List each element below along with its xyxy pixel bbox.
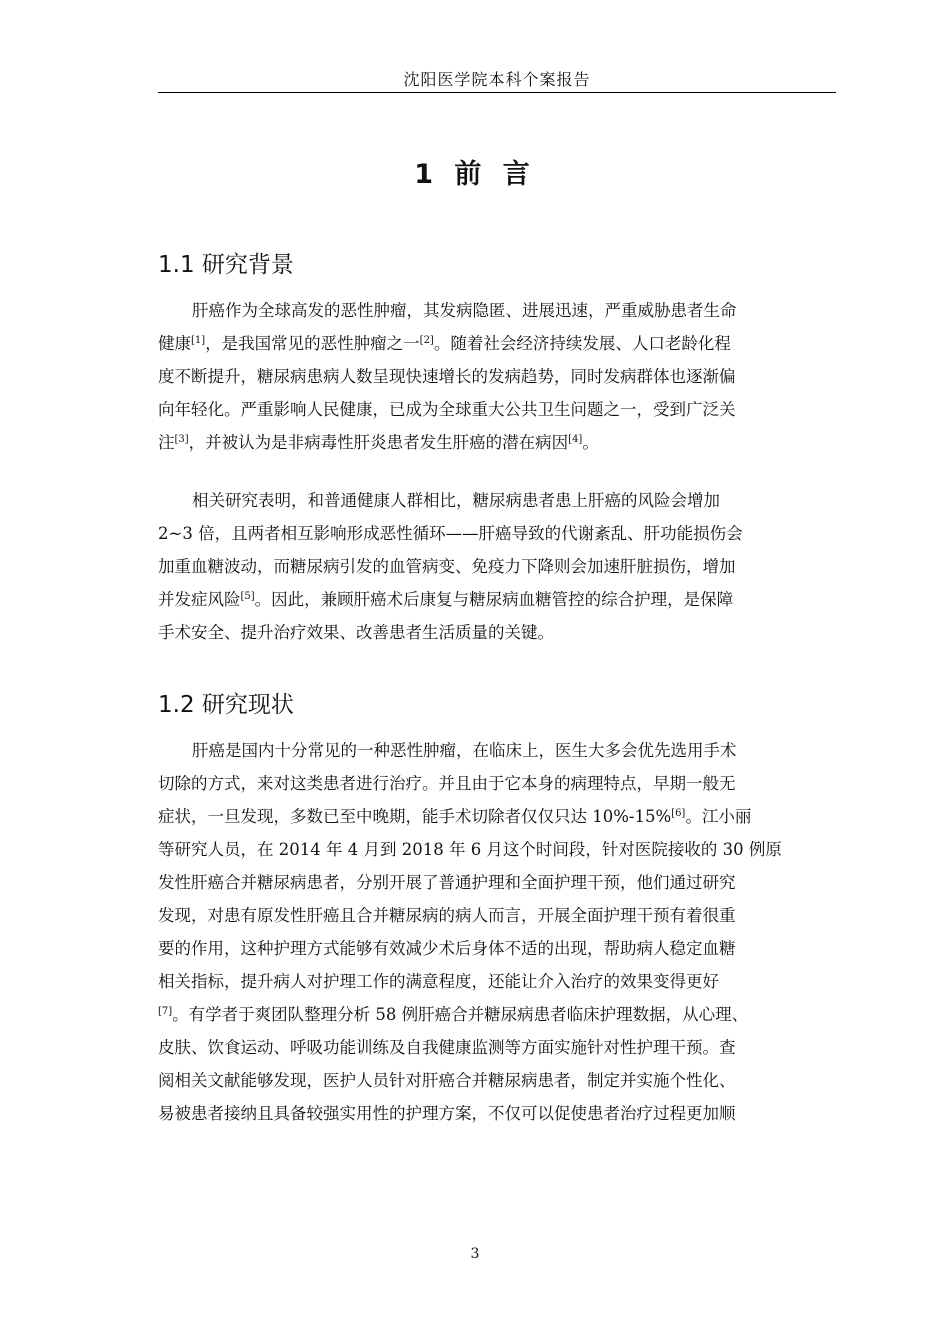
text-line: 发现，对患有原发性肝癌且合并糖尿病的病人而言，开展全面护理干预有着很重 — [158, 906, 736, 925]
text-line: 要的作用，这种护理方式能够有效减少术后身体不适的出现，帮助病人稳定血糖 — [158, 939, 736, 958]
text-line: 向年轻化。严重影响人民健康，已成为全球重大公共卫生问题之一，受到广泛关 — [158, 400, 736, 419]
citation: [5] — [240, 591, 255, 602]
text-line: 健康[1]，是我国常见的恶性肿瘤之一[2]。随着社会经济持续发展、人口老龄化程 — [158, 334, 731, 353]
text-line: 相关指标，提升病人对护理工作的满意程度，还能让介入治疗的效果变得更好 — [158, 972, 719, 991]
chapter-title: 1 前 言 — [414, 159, 536, 190]
page-header: 沈阳医学院本科个案报告 — [403, 70, 591, 89]
header-rule — [158, 92, 836, 93]
status-paragraph-1 — [158, 734, 838, 1130]
background-paragraph-1 — [158, 294, 838, 459]
text-line: 肝癌作为全球高发的恶性肿瘤，其发病隐匿、进展迅速，严重威胁患者生命 — [192, 301, 737, 320]
section-title-status: 1.2 研究现状 — [158, 692, 294, 718]
text-line: 等研究人员，在 2014 年 4 月到 2018 年 6 月这个时间段，针对医院接收的 30 例原 — [158, 840, 782, 859]
citation: [3] — [174, 434, 189, 445]
text-line: 易被患者接纳且具备较强实用性的护理方案，不仅可以促使患者治疗过程更加顺 — [158, 1104, 736, 1123]
citation: [1] — [191, 335, 206, 346]
text-line: 阅相关文献能够发现，医护人员针对肝癌合并糖尿病患者，制定并实施个性化、 — [158, 1071, 736, 1090]
text-line: 注[3]，并被认为是非病毒性肝炎患者发生肝癌的潜在病因[4]。 — [158, 433, 599, 452]
citation: [2] — [419, 335, 434, 346]
text-line: 发性肝癌合并糖尿病患者，分别开展了普通护理和全面护理干预，他们通过研究 — [158, 873, 736, 892]
text-line: 皮肤、饮食运动、呼吸功能训练及自我健康监测等方面实施针对性护理干预。查 — [158, 1038, 736, 1057]
text-line: 手术安全、提升治疗效果、改善患者生活质量的关键。 — [158, 623, 554, 642]
text-line: 肝癌是国内十分常见的一种恶性肿瘤，在临床上，医生大多会优先选用手术 — [192, 741, 737, 760]
text-line: 度不断提升，糖尿病患病人数呈现快速增长的发病趋势，同时发病群体也逐渐偏 — [158, 367, 736, 386]
page-number: 3 — [470, 1246, 480, 1262]
section-title-background: 1.1 研究背景 — [158, 252, 294, 278]
text-line: [7]。有学者于爽团队整理分析 58 例肝癌合并糖尿病患者临床护理数据，从心理、 — [158, 1005, 749, 1024]
text-line: 切除的方式，来对这类患者进行治疗。并且由于它本身的病理特点，早期一般无 — [158, 774, 736, 793]
text-line: 2~3 倍，且两者相互影响形成恶性循环——肝癌导致的代谢紊乱、肝功能损伤会 — [158, 524, 743, 543]
text-line: 症状，一旦发现，多数已至中晚期，能手术切除者仅仅只达 10%-15%[6]。江小丽 — [158, 807, 752, 826]
citation: [4] — [568, 434, 583, 445]
citation: [7] — [158, 1006, 173, 1017]
text-line: 并发症风险[5]。因此，兼顾肝癌术后康复与糖尿病血糖管控的综合护理，是保障 — [158, 590, 734, 609]
background-paragraph-2 — [158, 484, 838, 649]
citation: [6] — [671, 808, 686, 819]
text-line: 加重血糖波动，而糖尿病引发的血管病变、免疫力下降则会加速肝脏损伤，增加 — [158, 557, 736, 576]
text-line: 相关研究表明，和普通健康人群相比，糖尿病患者患上肝癌的风险会增加 — [192, 491, 720, 510]
